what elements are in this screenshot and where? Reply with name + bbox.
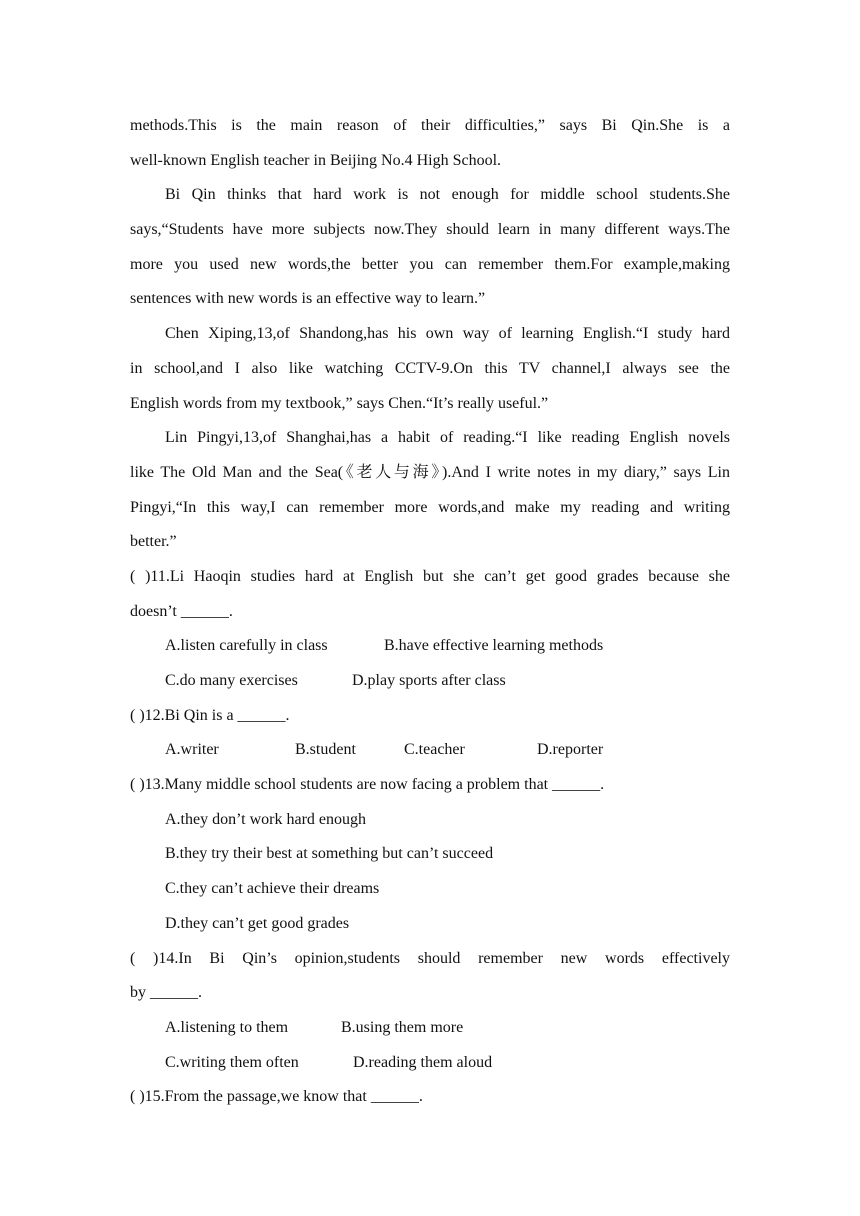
question-14	[130, 942, 730, 1081]
question-stem: ( )11.Li Haoqin studies hard at English but she can’t get good grades because she	[130, 567, 730, 585]
option-a: A.they don’t work hard enough	[165, 810, 366, 828]
text-line: sentences with new words is an effective way to learn.”	[130, 290, 486, 308]
option-d: D.they can’t get good grades	[165, 914, 350, 932]
options-row	[130, 664, 730, 699]
option-b: B.student	[295, 741, 356, 759]
option-b: B.have effective learning methods	[384, 637, 604, 655]
options-row	[130, 1011, 730, 1046]
options-row	[130, 1046, 730, 1081]
text-line: in school,and I also like watching CCTV-9.On this TV channel,I always see the	[130, 359, 730, 377]
paragraph-3	[130, 317, 730, 421]
text-line: Bi Qin thinks that hard work is not enough for middle school students.She	[165, 186, 730, 204]
text-line: English words from my textbook,” says Chen.“It’s really useful.”	[130, 394, 549, 412]
text-line: well-known English teacher in Beijing No.4 High School.	[130, 151, 502, 169]
options-row	[130, 629, 730, 664]
text-line: Pingyi,“In this way,I can remember more words,and make my reading and writing	[130, 498, 730, 516]
question-stem: by ______.	[130, 984, 202, 1002]
text-line: like The Old Man and the Sea(《老人与海》).And I write notes in my diary,” says Lin	[130, 463, 730, 481]
option-c: C.teacher	[404, 741, 465, 759]
question-stem: doesn’t ______.	[130, 602, 233, 620]
paragraph-4	[130, 421, 730, 560]
option-a: A.listening to them	[165, 1018, 289, 1036]
question-13	[130, 768, 730, 941]
paragraph-2	[130, 178, 730, 317]
document-page	[130, 109, 730, 1115]
text-line: Lin Pingyi,13,of Shanghai,has a habit of reading.“I like reading English novels	[165, 429, 730, 447]
option-d: D.play sports after class	[352, 672, 506, 689]
option-d: D.reading them aloud	[353, 1053, 493, 1071]
option-b: B.using them more	[341, 1018, 464, 1036]
options-row	[130, 733, 730, 768]
question-11	[130, 560, 730, 699]
option-d: D.reporter	[537, 741, 604, 759]
option-c: C.do many exercises	[165, 672, 298, 689]
question-stem: ( )12.Bi Qin is a ______.	[130, 706, 290, 724]
paragraph-1	[130, 109, 730, 178]
question-stem: ( )15.From the passage,we know that ______.	[130, 1088, 423, 1106]
question-12	[130, 699, 730, 768]
question-15	[130, 1080, 730, 1115]
text-line: more you used new words,the better you can remember them.For example,making	[130, 255, 730, 273]
option-b: B.they try their best at something but can’t succeed	[165, 845, 494, 863]
option-a: A.writer	[165, 741, 219, 759]
text-line: Chen Xiping,13,of Shandong,has his own way of learning English.“I study hard	[165, 325, 730, 343]
option-c: C.writing them often	[165, 1053, 299, 1071]
option-a: A.listen carefully in class	[165, 637, 328, 655]
question-stem: ( )13.Many middle school students are now facing a problem that ______.	[130, 776, 605, 794]
text-line: says,“Students have more subjects now.They should learn in many different ways.The	[130, 221, 730, 239]
question-stem: ( )14.In Bi Qin’s opinion,students should remember new words effectively	[130, 949, 730, 967]
text-line: better.”	[130, 533, 177, 551]
option-c: C.they can’t achieve their dreams	[165, 880, 380, 898]
text-line: methods.This is the main reason of their difficulties,” says Bi Qin.She is a	[130, 117, 730, 134]
